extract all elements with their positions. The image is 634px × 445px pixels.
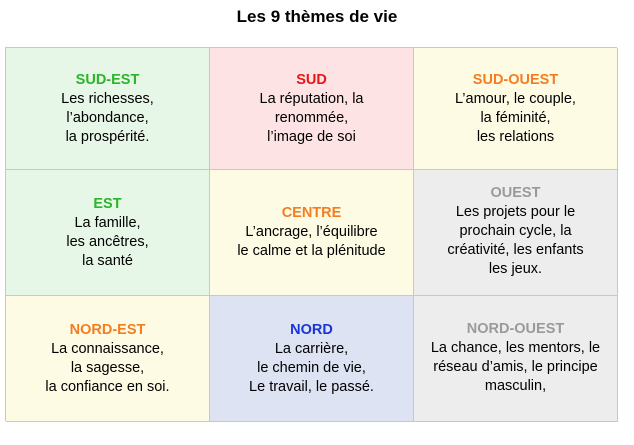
cell-sud-ouest — [414, 48, 618, 170]
cell-nord-est — [6, 296, 210, 422]
cell-heading: OUEST — [490, 185, 541, 201]
cell-text-line: la confiance en soi. — [45, 378, 170, 395]
cell-text-line: réseau d’amis, le principe — [433, 358, 598, 375]
cell-text-line: renommée, — [274, 109, 349, 126]
cell-text-line: la sagesse, — [70, 359, 145, 376]
cell-text-line: L’ancrage, l’équilibre — [245, 224, 378, 240]
cell-ouest — [414, 170, 618, 296]
cell-text-line: Le travail, le passé. — [249, 378, 374, 395]
cell-heading: SUD — [296, 71, 327, 88]
cell-centre — [210, 170, 414, 296]
cell-heading: SUD-OUEST — [472, 71, 559, 88]
cell-sud — [210, 48, 414, 170]
cell-text-line: La carrière, — [274, 340, 349, 357]
cell-text-line: les jeux. — [488, 261, 543, 277]
cell-text-line: l’abondance, — [66, 109, 149, 126]
themes-grid — [5, 47, 617, 421]
cell-text-line: La chance, les mentors, le — [430, 339, 601, 356]
cell-text-line: les relations — [476, 128, 555, 145]
cell-text-line: la santé — [82, 252, 133, 269]
cell-est — [6, 170, 210, 296]
cell-heading: NORD-EST — [69, 321, 146, 338]
cell-text-line: la prospérité. — [65, 128, 150, 145]
cell-text-line: Les projets pour le — [455, 204, 576, 220]
cell-text-line: La famille, — [74, 214, 141, 231]
diagram-title: Les 9 thèmes de vie — [236, 7, 398, 26]
cell-text-line: le calme et la plénitude — [237, 243, 386, 259]
cell-text-line: prochain cycle, la — [459, 223, 572, 239]
cell-text-line: la féminité, — [480, 109, 551, 126]
cell-text-line: l’image de soi — [267, 128, 356, 145]
cell-text-line: les ancêtres, — [66, 233, 149, 250]
cell-text-line: La réputation, la — [259, 90, 364, 107]
cell-heading: NORD-OUEST — [466, 320, 565, 337]
cell-heading: SUD-EST — [75, 71, 140, 88]
cell-text-line: masculin, — [484, 377, 547, 394]
cell-text-line: La connaissance, — [51, 340, 164, 357]
cell-text-line: le chemin de vie, — [257, 359, 366, 376]
cell-nord — [210, 296, 414, 422]
cell-heading: EST — [93, 195, 122, 212]
cell-text-line: créativité, les enfants — [447, 242, 584, 258]
cell-nord-ouest — [414, 296, 618, 422]
cell-text-line: Les richesses, — [61, 90, 154, 107]
cell-sud-est — [6, 48, 210, 170]
cell-text-line: L’amour, le couple, — [455, 90, 576, 107]
cell-heading: CENTRE — [281, 205, 342, 221]
cell-heading: NORD — [290, 321, 333, 338]
